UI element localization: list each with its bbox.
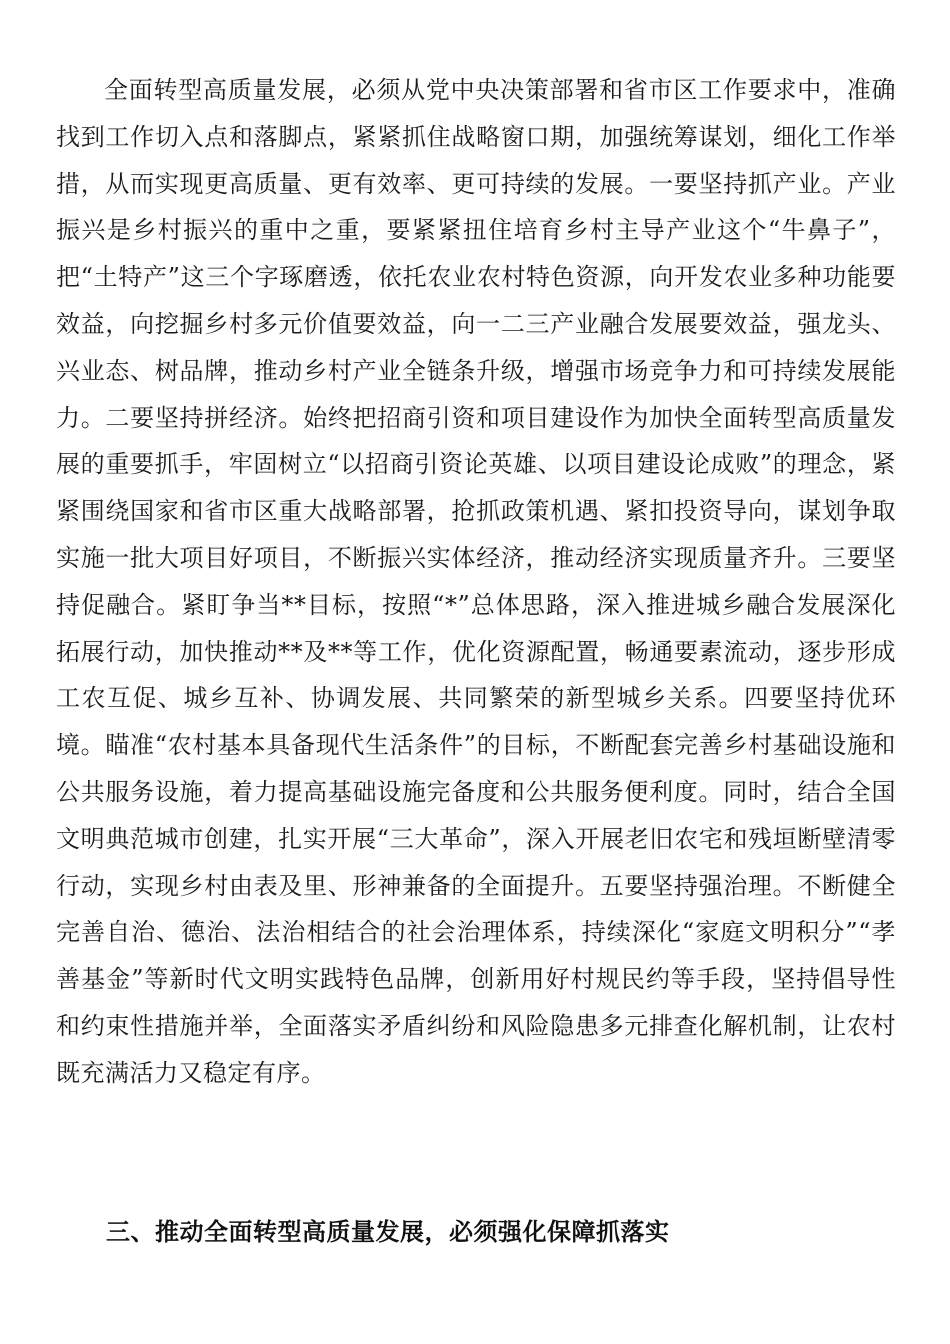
- section-heading: 三、推动全面转型高质量发展，必须强化保障抓落实: [106, 1218, 670, 1246]
- body-paragraph: 全面转型高质量发展，必须从党中央决策部署和省市区工作要求中，准确找到工作切入点和落脚点，紧紧抓住战略窗口期，加强统筹谋划，细化工作举措，从而实现更高质量、更有效率、更可持续的发展。一要坚持抓产业。产业振兴是乡村振兴的重中之重，要紧紧扭住培育乡村主导产业这个“牛鼻子”，把“土特产”这三个字琢磨透，依托农业农村特色资源，向开发农业多种功能要效益，向挖掘乡村多元价值要效益，向一二三产业融合发展要效益，强龙头、兴业态、树品牌，推动乡村产业全链条升级，增强市场竞争力和可持续发展能力。二要坚持拼经济。始终把招商引资和项目建设作为加快全面转型高质量发展的重要抓手，牢固树立“以招商引资论英雄、以项目建设论成败”的理念，紧紧围绕国家和省市区重大战略部署，抢抓政策机遇、紧扣投资导向，谋划争取实施一批大项目好项目，不断振兴实体经济，推动经济实现质量齐升。三要坚持促融合。紧盯争当**目标，按照“*”总体思路，深入推进城乡融合发展深化拓展行动，加快推动**及**等工作，优化资源配置，畅通要素流动，逐步形成工农互促、城乡互补、协调发展、共同繁荣的新型城乡关系。四要坚持优环境。瞄准“农村基本具备现代生活条件”的目标，不断配套完善乡村基础设施和公共服务设施，着力提高基础设施完备度和公共服务便利度。同时，结合全国文明典范城市创建，扎实开展“三大革命”，深入开展老旧农宅和残垣断壁清零行动，实现乡村由表及里、形神兼备的全面提升。五要坚持强治理。不断健全完善自治、德治、法治相结合的社会治理体系，持续深化“家庭文明积分”“孝善基金”等新时代文明实践特色品牌，创新用好村规民约等手段，坚持倡导性和约束性措施并举，全面落实矛盾纠纷和风险隐患多元排查化解机制，让农村既充满活力又稳定有序。: [56, 76, 896, 1087]
